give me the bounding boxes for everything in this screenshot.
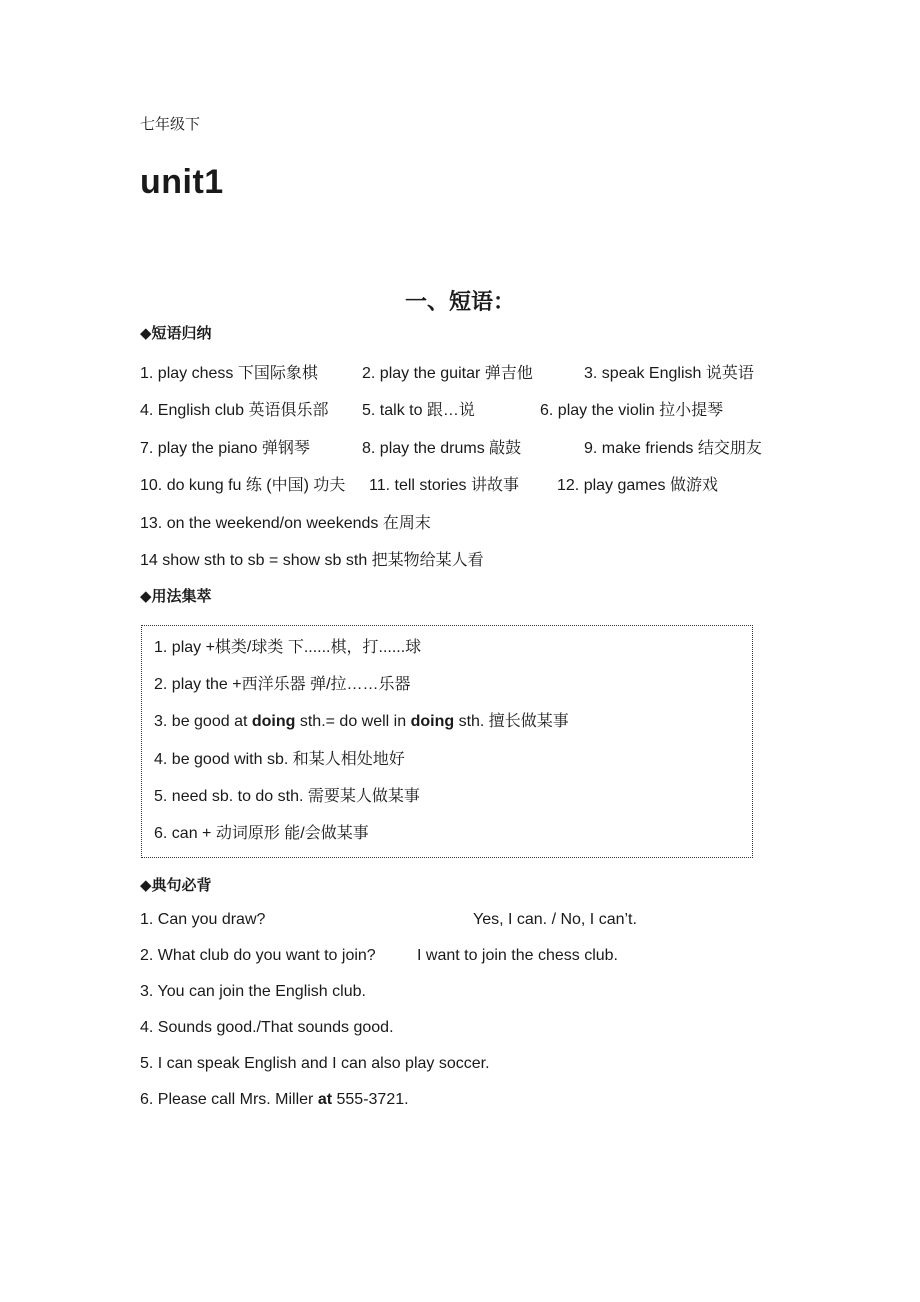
usage-item <box>154 708 569 731</box>
sentence-answer: I want to join the chess club. <box>417 947 618 964</box>
sentence-item: 2. What club do you want to join? <box>140 947 376 964</box>
phrase-item: 9. make friends 结交朋友 <box>584 440 762 457</box>
phrase-item: 3. speak English 说英语 <box>584 365 754 382</box>
phrase-item: 1. play chess 下国际象棋 <box>140 365 318 382</box>
usage-text: sth. 擅长做某事 <box>454 713 569 730</box>
phrase-item: 4. English club 英语俱乐部 <box>140 402 329 419</box>
sentence-text: 555-3721. <box>332 1091 409 1108</box>
usage-emphasis: doing <box>410 713 455 730</box>
phrase-item: 14 show sth to sb = show sb sth 把某物给某人看 <box>140 552 484 569</box>
phrase-item: 6. play the violin 拉小提琴 <box>540 402 724 419</box>
sentence-item: 5. I can speak English and I can also play soccer. <box>140 1055 490 1072</box>
sentence-item <box>140 1091 409 1109</box>
usage-heading: ◆用法集萃 <box>140 587 212 605</box>
sentence-item: 3. You can join the English club. <box>140 983 366 1000</box>
phrase-item: 13. on the weekend/on weekends 在周末 <box>140 515 431 532</box>
sentence-item: 4. Sounds good./That sounds good. <box>140 1019 394 1036</box>
sentence-item: 1. Can you draw? <box>140 911 266 928</box>
usage-item: 5. need sb. to do sth. 需要某人做某事 <box>154 788 420 805</box>
phrase-item: 7. play the piano 弹钢琴 <box>140 440 310 457</box>
sentence-text: 6. Please call Mrs. Miller <box>140 1091 318 1108</box>
usage-text: sth.= do well in <box>295 713 411 730</box>
phrase-item: 10. do kung fu 练 (中国) 功夫 <box>140 477 346 494</box>
phrase-item: 8. play the drums 敲鼓 <box>362 440 522 457</box>
phrases-heading: ◆短语归纳 <box>140 324 212 342</box>
grade-label: 七年级下 <box>140 115 201 133</box>
phrase-item: 12. play games 做游戏 <box>557 477 718 494</box>
phrase-item: 2. play the guitar 弹吉他 <box>362 365 533 382</box>
usage-text: 3. be good at <box>154 713 252 730</box>
usage-item: 4. be good with sb. 和某人相处地好 <box>154 751 405 768</box>
phrase-item: 5. talk to 跟…说 <box>362 402 475 419</box>
sentences-heading: ◆典句必背 <box>140 876 212 894</box>
sentence-answer: Yes, I can. / No, I can’t. <box>473 911 637 928</box>
usage-item: 2. play the +西洋乐器 弹/拉……乐器 <box>154 676 411 693</box>
unit-title: unit1 <box>140 163 224 201</box>
usage-emphasis: doing <box>251 713 296 730</box>
usage-item: 6. can + 动词原形 能/会做某事 <box>154 825 369 842</box>
phrase-item: 11. tell stories 讲故事 <box>369 477 519 494</box>
usage-item: 1. play +棋类/球类 下......棋，打......球 <box>154 639 422 656</box>
sentence-emphasis: at <box>317 1091 333 1108</box>
section-title: 一、短语： <box>404 289 515 315</box>
